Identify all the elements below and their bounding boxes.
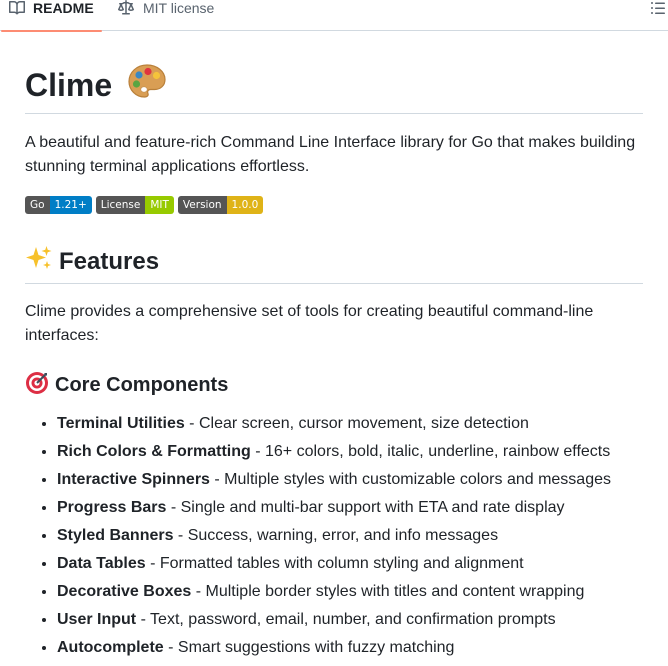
- component-desc: - Clear screen, cursor movement, size detection: [184, 415, 529, 432]
- features-heading: [25, 244, 643, 284]
- component-name: Data Tables: [57, 555, 146, 572]
- badge-row: [25, 196, 263, 214]
- component-desc: - Text, password, email, number, and confirmation prompts: [136, 611, 556, 628]
- readme-tab-bar: [0, 0, 668, 31]
- list-item: [57, 496, 611, 520]
- tab-readme-label: README: [33, 0, 94, 16]
- tab-mit-license-label: MIT license: [143, 0, 215, 16]
- list-item: [57, 440, 611, 464]
- title-text: Clime: [25, 67, 113, 103]
- readme-description: A beautiful and feature-rich Command Line Interface library for Go that makes building stunning terminal applications effortless.: [25, 134, 636, 175]
- artist-palette-icon: [127, 62, 167, 102]
- direct-hit-icon: [25, 371, 49, 395]
- component-name: Autocomplete: [57, 639, 164, 656]
- license-badge[interactable]: [96, 196, 174, 214]
- component-name: Styled Banners: [57, 527, 174, 544]
- badge-value: 1.0.0: [227, 196, 264, 214]
- component-name: Terminal Utilities: [57, 415, 185, 432]
- component-name: Rich Colors & Formatting: [57, 443, 251, 460]
- features-heading-text: Features: [59, 248, 160, 275]
- badge-value: 1.21+: [50, 196, 92, 214]
- badge-label: Version: [178, 196, 227, 214]
- readme-title: [25, 62, 643, 114]
- core-components-list: [25, 412, 611, 664]
- version-badge[interactable]: [178, 196, 263, 214]
- features-intro: Clime provides a comprehensive set of tools for creating beautiful command-line interfaces:: [25, 303, 594, 344]
- component-desc: - 16+ colors, bold, italic, underline, rainbow effects: [250, 443, 611, 460]
- law-scale-icon: [118, 0, 134, 16]
- list-item: [57, 580, 611, 604]
- list-item: [57, 524, 611, 548]
- list-item: [57, 636, 611, 660]
- badge-label: License: [96, 196, 146, 214]
- component-desc: - Smart suggestions with fuzzy matching: [163, 639, 455, 656]
- component-name: Interactive Spinners: [57, 471, 210, 488]
- badge-label: Go: [25, 196, 50, 214]
- component-desc: - Single and multi-bar support with ETA and rate display: [166, 499, 565, 516]
- core-components-heading: [25, 371, 228, 398]
- tab-mit-license[interactable]: [118, 0, 214, 31]
- component-desc: - Multiple styles with customizable colors and messages: [209, 471, 611, 488]
- list-item: [57, 468, 611, 492]
- component-name: Decorative Boxes: [57, 583, 192, 600]
- list-unordered-icon[interactable]: [650, 0, 666, 16]
- sparkles-icon: [25, 244, 53, 272]
- go-version-badge[interactable]: [25, 196, 92, 214]
- list-item: [57, 412, 611, 436]
- component-name: User Input: [57, 611, 137, 628]
- core-components-heading-text: Core Components: [55, 374, 229, 396]
- component-desc: - Multiple border styles with titles and content wrapping: [191, 583, 585, 600]
- tab-readme[interactable]: [0, 0, 102, 31]
- badge-value: MIT: [145, 196, 174, 214]
- component-desc: - Formatted tables with column styling and alignment: [145, 555, 524, 572]
- list-item: [57, 552, 611, 576]
- list-item: [57, 608, 611, 632]
- component-desc: - Success, warning, error, and info messages: [173, 527, 499, 544]
- component-name: Progress Bars: [57, 499, 167, 516]
- book-icon: [9, 0, 25, 16]
